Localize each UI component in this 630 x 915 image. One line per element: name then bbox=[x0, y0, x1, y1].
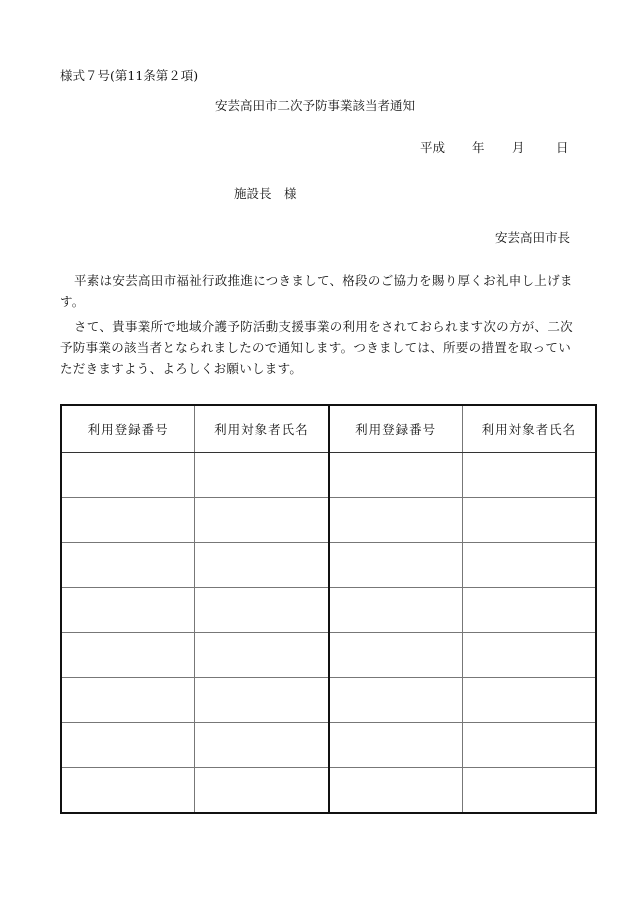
paragraph-2-text: さて、貴事業所で地域介護予防活動支援事業の利用をされておられます次の方が、二次予防事業の該当者となられましたので通知します。つきましては、所要の措置を取っていただきますよう、よろしくお願いします。 bbox=[60, 319, 573, 376]
header-registration-number-right: 利用登録番号 bbox=[329, 405, 463, 453]
target-name-cell[interactable] bbox=[462, 543, 596, 588]
header-target-name-right: 利用対象者氏名 bbox=[462, 405, 596, 453]
table-row bbox=[61, 588, 596, 633]
table-row bbox=[61, 768, 596, 814]
registration-number-cell[interactable] bbox=[329, 543, 463, 588]
target-name-cell[interactable] bbox=[462, 678, 596, 723]
paragraph-1-text: 平素は安芸高田市福祉行政推進につきまして、格段のご協力を賜り厚くお礼申し上げます。 bbox=[60, 273, 573, 309]
target-name-cell[interactable] bbox=[195, 588, 329, 633]
target-name-cell[interactable] bbox=[462, 498, 596, 543]
registration-number-cell[interactable] bbox=[329, 768, 463, 814]
date-era: 平成 bbox=[420, 140, 446, 155]
table-row bbox=[61, 633, 596, 678]
target-name-cell[interactable] bbox=[462, 768, 596, 814]
addressee: 施設長 様 bbox=[234, 186, 297, 201]
date-day-label: 日 bbox=[556, 140, 569, 155]
registration-number-cell[interactable] bbox=[329, 678, 463, 723]
registration-number-cell[interactable] bbox=[61, 768, 195, 814]
target-name-cell[interactable] bbox=[195, 768, 329, 814]
body-paragraph-1 bbox=[60, 270, 580, 312]
date-year-label: 年 bbox=[472, 140, 485, 155]
document-title: 安芸高田市二次予防事業該当者通知 bbox=[214, 98, 415, 113]
registration-number-cell[interactable] bbox=[61, 678, 195, 723]
table-row bbox=[61, 723, 596, 768]
target-name-cell[interactable] bbox=[462, 453, 596, 498]
header-target-name-left: 利用対象者氏名 bbox=[195, 405, 329, 453]
target-name-cell[interactable] bbox=[462, 723, 596, 768]
registration-number-cell[interactable] bbox=[329, 588, 463, 633]
registration-number-cell[interactable] bbox=[61, 588, 195, 633]
date-month-label: 月 bbox=[512, 140, 525, 155]
form-number: 様式７号(第11条第２項) bbox=[60, 68, 199, 83]
target-name-cell[interactable] bbox=[462, 588, 596, 633]
registration-number-cell[interactable] bbox=[61, 498, 195, 543]
registration-number-cell[interactable] bbox=[329, 723, 463, 768]
registration-number-cell[interactable] bbox=[61, 543, 195, 588]
registration-number-cell[interactable] bbox=[61, 723, 195, 768]
table-row bbox=[61, 678, 596, 723]
table-row bbox=[61, 543, 596, 588]
table-row bbox=[61, 498, 596, 543]
sender: 安芸高田市長 bbox=[494, 230, 570, 245]
target-name-cell[interactable] bbox=[195, 453, 329, 498]
table-body bbox=[61, 453, 596, 814]
target-name-cell[interactable] bbox=[195, 678, 329, 723]
registration-number-cell[interactable] bbox=[329, 498, 463, 543]
registration-number-cell[interactable] bbox=[61, 453, 195, 498]
target-name-cell[interactable] bbox=[195, 723, 329, 768]
registration-number-cell[interactable] bbox=[61, 633, 195, 678]
header-registration-number-left: 利用登録番号 bbox=[61, 405, 195, 453]
target-name-cell[interactable] bbox=[195, 633, 329, 678]
registration-number-cell[interactable] bbox=[329, 453, 463, 498]
table-row bbox=[61, 453, 596, 498]
target-list-table bbox=[60, 404, 597, 814]
table-header-row bbox=[61, 405, 596, 453]
target-name-cell[interactable] bbox=[462, 633, 596, 678]
target-name-cell[interactable] bbox=[195, 498, 329, 543]
date-line bbox=[420, 138, 569, 156]
target-name-cell[interactable] bbox=[195, 543, 329, 588]
body-paragraph-2 bbox=[60, 316, 580, 379]
registration-number-cell[interactable] bbox=[329, 633, 463, 678]
